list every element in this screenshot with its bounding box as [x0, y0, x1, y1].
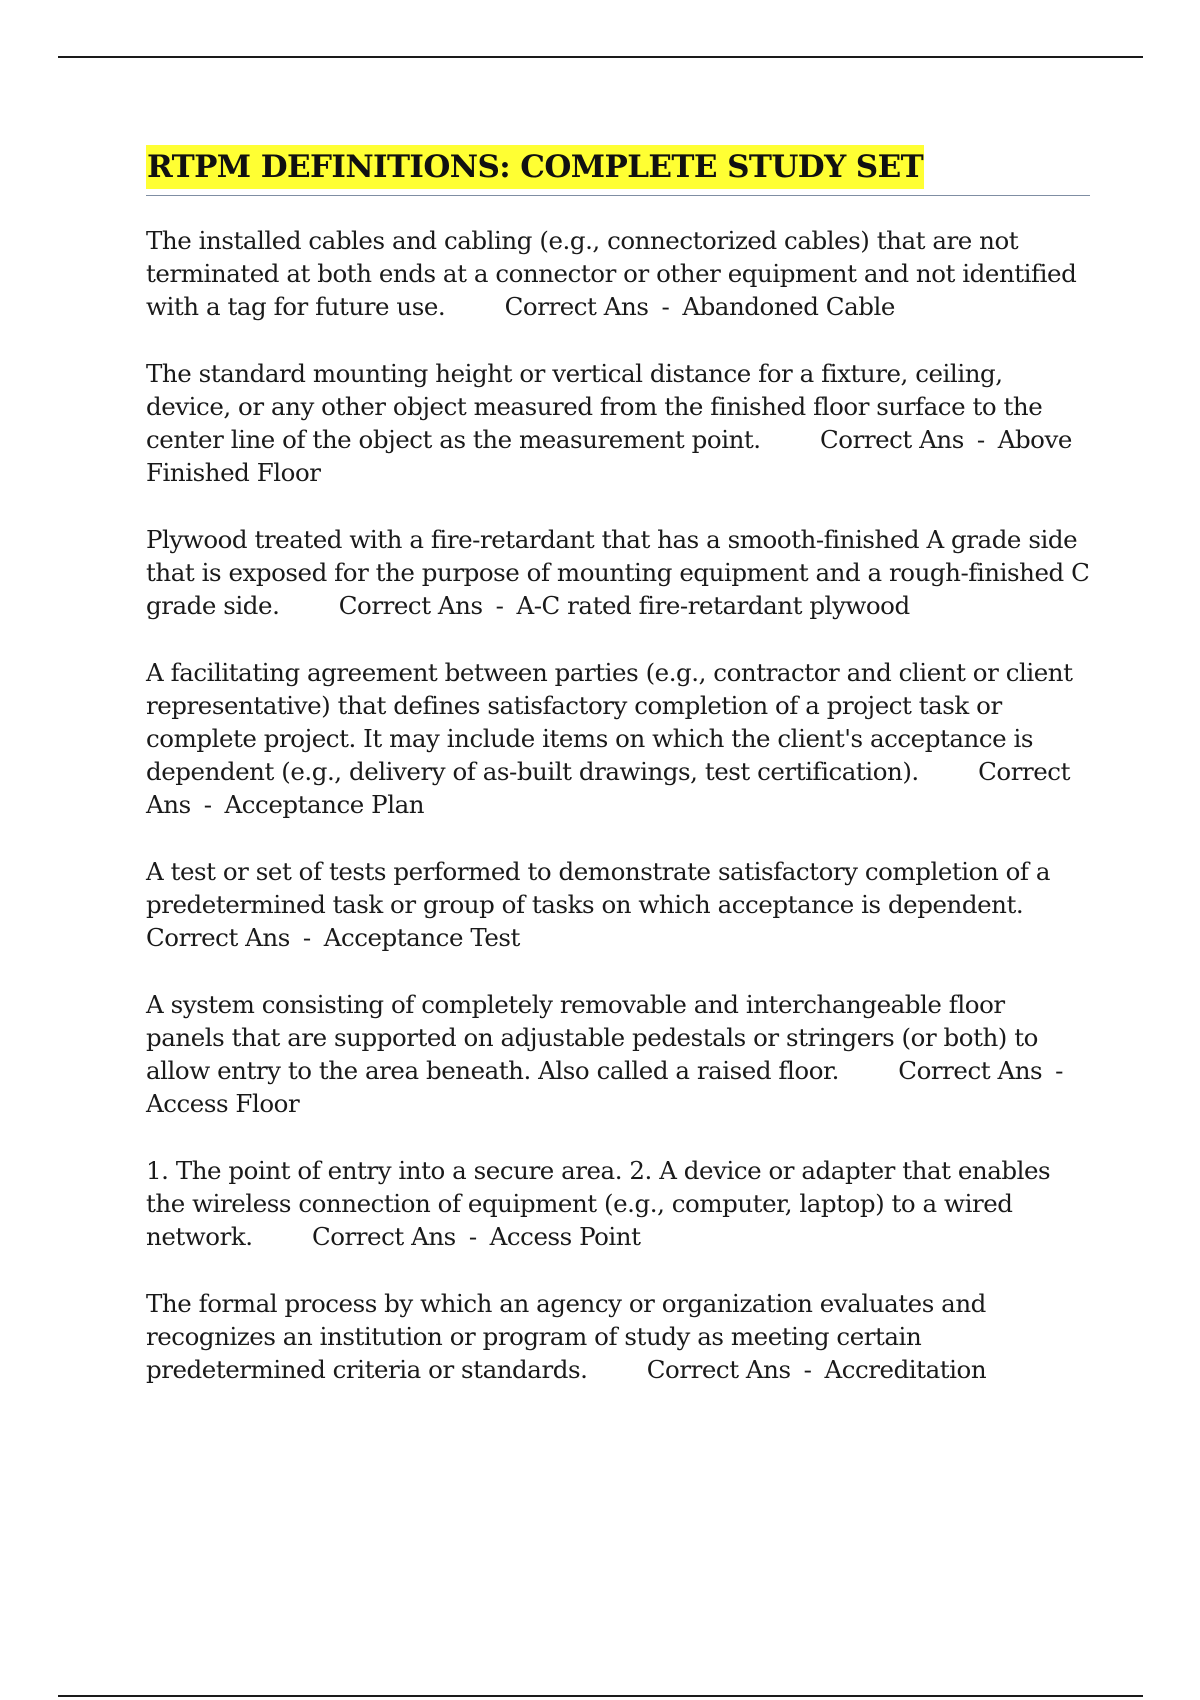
page-bottom-rule: [58, 1695, 1143, 1697]
definition-text: 1. The point of entry into a secure area. 2. A device or adapter that enables the wireless connection of equipment (e.g., computer, laptop) to a wired network.: [146, 1156, 1051, 1251]
answer-label: Correct Ans: [646, 1355, 791, 1384]
definition-text: The standard mounting height or vertical distance for a fixture, ceiling, device, or any other object measured from the finished floor surface to the center line of the object as the measurement point.: [146, 359, 1043, 454]
definition-text: The formal process by which an agency or organization evaluates and recognizes an institution or program of study as meeting certain predetermined criteria or standards.: [146, 1289, 986, 1384]
answer-separator: -: [302, 923, 311, 952]
answer-term: A-C rated fire-retardant plywood: [516, 591, 910, 620]
definition-entry: [146, 1287, 1090, 1386]
answer-label: Correct Ans: [146, 923, 290, 952]
answer-label: Correct Ans: [338, 591, 483, 620]
answer-term: Acceptance Plan: [224, 790, 425, 819]
definition-entry: [146, 357, 1090, 489]
definition-list: [146, 224, 1090, 1386]
definition-entry: [146, 656, 1090, 821]
answer-label: Correct Ans: [819, 425, 964, 454]
document-body: [146, 145, 1090, 1420]
answer-separator: -: [976, 425, 985, 454]
definition-text: Plywood treated with a fire-retardant that has a smooth-finished A grade side that is exposed for the purpose of mounting equipment and a rough-finished C grade side.: [146, 525, 1090, 620]
definition-text: A facilitating agreement between parties (e.g., contractor and client or client representative) that defines satisfactory completion of a project task or complete project. It may include items on which the client's acceptance is dependent (e.g., delivery of as-built drawings, test certification).: [146, 658, 1073, 786]
answer-label: Correct Ans: [311, 1222, 456, 1251]
answer-term: Abandoned Cable: [682, 292, 895, 321]
answer-label: Correct Ans: [504, 292, 649, 321]
answer-separator: -: [661, 292, 670, 321]
answer-term: Access Point: [489, 1222, 641, 1251]
definition-entry: [146, 988, 1090, 1120]
document-title: RTPM DEFINITIONS: COMPLETE STUDY SET: [146, 145, 924, 189]
definition-entry: [146, 855, 1090, 954]
title-block: [146, 145, 1090, 196]
page-top-rule: [58, 56, 1143, 58]
definition-entry: [146, 1154, 1090, 1253]
answer-separator: -: [495, 591, 504, 620]
answer-label: Correct Ans: [146, 757, 1070, 819]
answer-term: Accreditation: [824, 1355, 987, 1384]
answer-term: Above Finished Floor: [146, 425, 1072, 487]
answer-separator: -: [1055, 1056, 1064, 1085]
definition-entry: [146, 523, 1090, 622]
answer-term: Access Floor: [146, 1089, 300, 1118]
answer-separator: -: [468, 1222, 477, 1251]
answer-separator: -: [203, 790, 212, 819]
definition-text: A system consisting of completely removable and interchangeable floor panels that are supported on adjustable pedestals or stringers (or both) to allow entry to the area beneath. Also called a raised floor.: [146, 990, 1038, 1085]
definition-entry: [146, 224, 1090, 323]
answer-separator: -: [803, 1355, 812, 1384]
definition-text: A test or set of tests performed to demonstrate satisfactory completion of a predetermined task or group of tasks on which acceptance is dependent.: [146, 857, 1051, 919]
answer-term: Acceptance Test: [323, 923, 520, 952]
answer-label: Correct Ans: [898, 1056, 1043, 1085]
definition-text: The installed cables and cabling (e.g., connectorized cables) that are not terminated at both ends at a connector or other equipment and not identified with a tag for future use.: [146, 226, 1077, 321]
